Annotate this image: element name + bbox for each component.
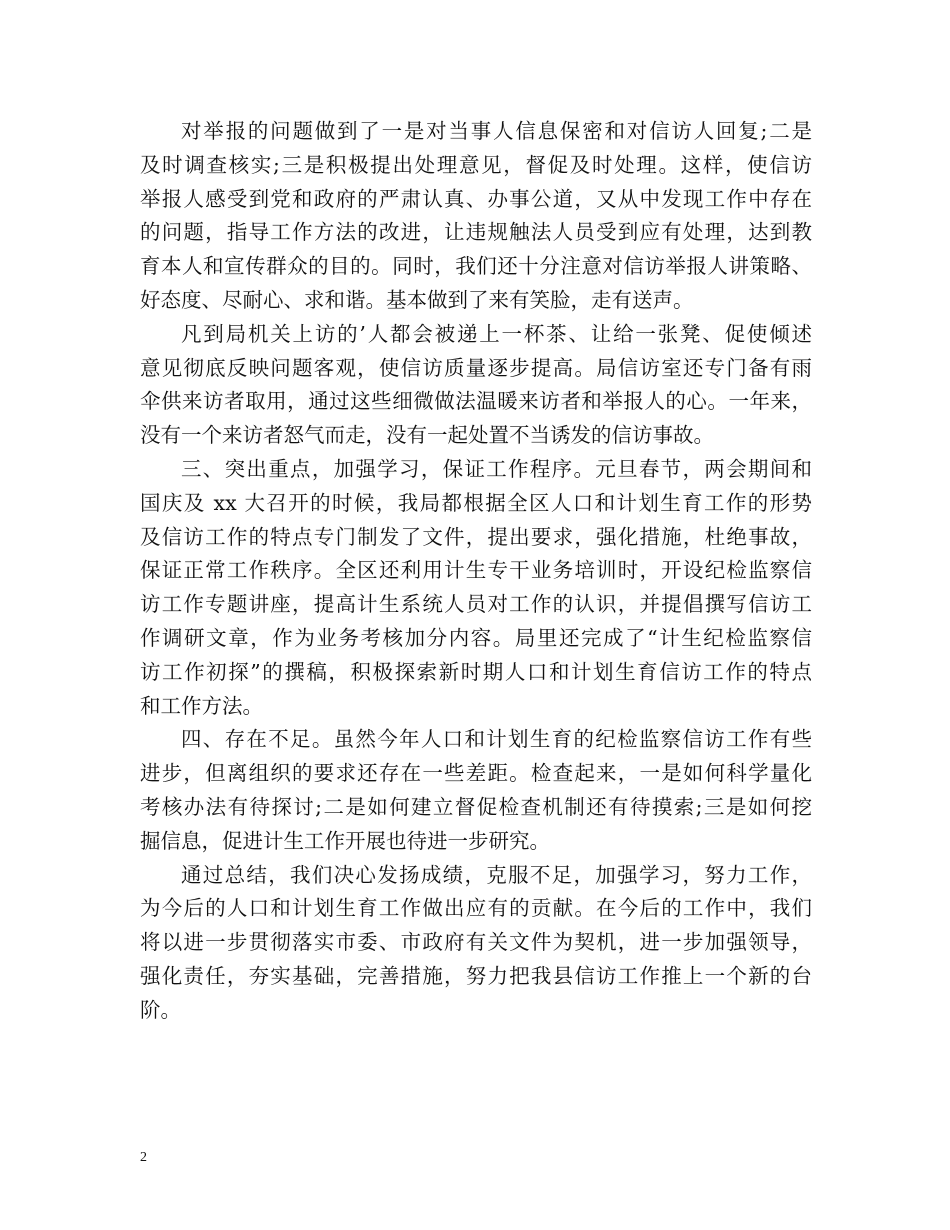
text-line: 为今后的人口和计划生育工作做出应有的贡献。在今后的工作中，我们 xyxy=(140,896,812,921)
text-line: 国庆及 xx 大召开的时候，我局都根据全区人口和计划生育工作的形势 xyxy=(140,490,812,515)
text-line: 掘信息，促进计生工作开展也待进一步研究。 xyxy=(140,828,550,853)
text-line: 及时调查核实;三是积极提出处理意见，督促及时处理。这样，使信访 xyxy=(140,152,812,177)
text-line: 通过总结，我们决心发扬成绩，克服不足，加强学习，努力工作， xyxy=(181,862,812,887)
paragraph xyxy=(140,453,812,723)
paragraph xyxy=(140,115,812,318)
paragraph xyxy=(140,723,812,858)
text-line: 三、突出重点，加强学习，保证工作程序。元旦春节，两会期间和 xyxy=(181,456,812,481)
text-line: 作调研文章，作为业务考核加分内容。局里还完成了“计生纪检监察信 xyxy=(140,625,812,650)
document-body xyxy=(140,115,812,1028)
text-line: 对举报的问题做到了一是对当事人信息保密和对信访人回复;二是 xyxy=(181,119,812,143)
text-line: 进步，但离组织的要求还存在一些差距。检查起来，一是如何科学量化 xyxy=(140,761,812,786)
text-line: 访工作初探”的撰稿，积极探索新时期人口和计划生育信访工作的特点 xyxy=(140,659,812,684)
text-line: 育本人和宣传群众的目的。同时，我们还十分注意对信访举报人讲策略、 xyxy=(140,254,812,279)
text-line: 四、存在不足。虽然今年人口和计划生育的纪检监察信访工作有些 xyxy=(181,727,812,752)
text-line: 访工作专题讲座，提高计生系统人员对工作的认识，并提倡撰写信访工 xyxy=(140,592,812,617)
text-line: 凡到局机关上访的’人都会被递上一杯茶、让给一张凳、促使倾述 xyxy=(181,321,812,346)
text-line: 意见彻底反映问题客观，使信访质量逐步提高。局信访室还专门备有雨 xyxy=(140,355,812,380)
text-line: 的问题，指导工作方法的改进，让违规触法人员受到应有处理，达到教 xyxy=(140,220,812,245)
paragraph xyxy=(140,859,812,1028)
text-line: 将以进一步贯彻落实市委、市政府有关文件为契机，进一步加强领导， xyxy=(140,930,812,955)
text-line: 及信访工作的特点专门制发了文件，提出要求，强化措施，杜绝事故， xyxy=(140,524,812,549)
text-line: 好态度、尽耐心、求和谐。基本做到了来有笑脸，走有送声。 xyxy=(140,287,694,312)
text-line: 和工作方法。 xyxy=(140,693,263,718)
paragraph xyxy=(140,318,812,453)
text-line: 考核办法有待探讨;二是如何建立督促检查机制还有待摸索;三是如何挖 xyxy=(140,794,812,819)
text-line: 强化责任，夯实基础，完善措施，努力把我县信访工作推上一个新的台 xyxy=(140,963,812,988)
text-line: 保证正常工作秩序。全区还利用计生专干业务培训时，开设纪检监察信 xyxy=(140,558,812,583)
text-line: 举报人感受到党和政府的严肃认真、办事公道，又从中发现工作中存在 xyxy=(140,186,812,211)
text-line: 没有一个来访者怒气而走，没有一起处置不当诱发的信访事故。 xyxy=(140,423,714,448)
text-line: 阶。 xyxy=(140,997,181,1022)
page-number: 2 xyxy=(140,1150,147,1165)
text-line: 伞供来访者取用，通过这些细微做法温暖来访者和举报人的心。一年来， xyxy=(140,389,812,414)
